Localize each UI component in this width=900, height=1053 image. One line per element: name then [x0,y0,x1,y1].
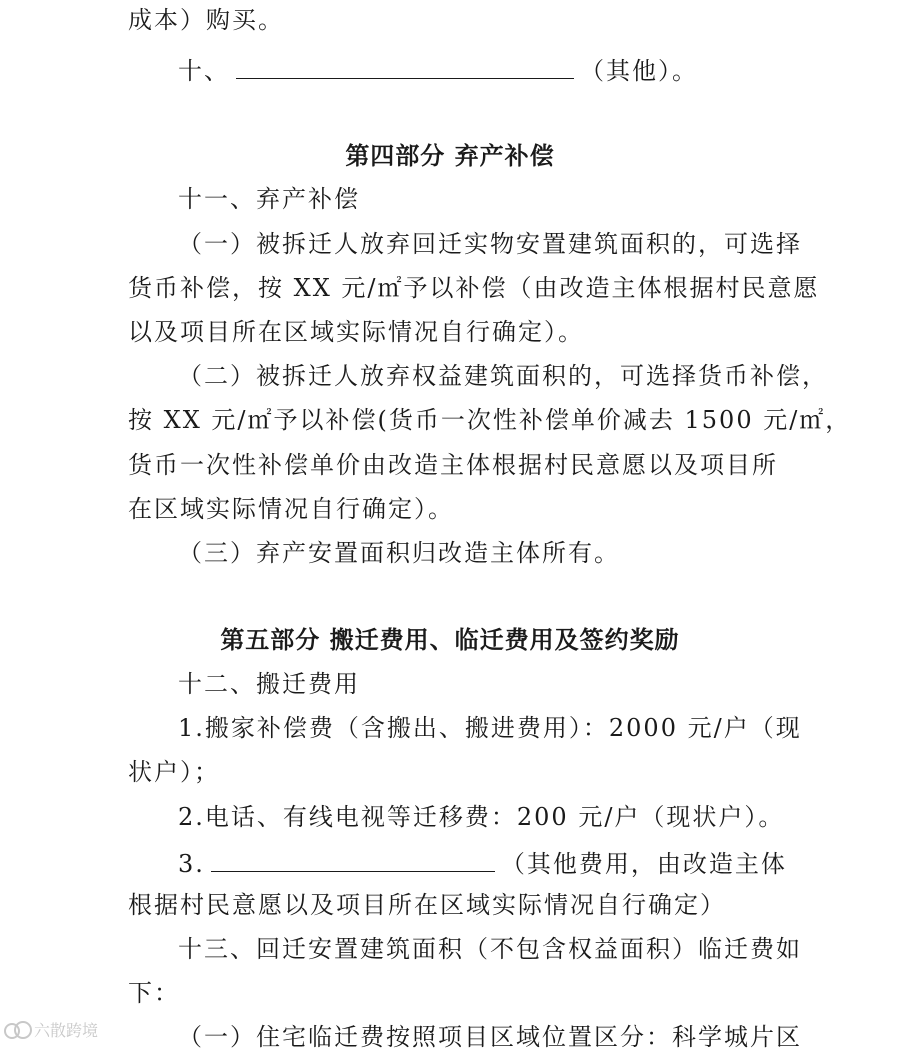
text-line: （一）住宅临迁费按照项目区域位置区分：科学城片区 [178,1023,802,1051]
clause-title: 十二、搬迁费用 [178,670,360,698]
text-line: 1.搬家补偿费（含搬出、搬进费用）：2000 元/户（现 [178,714,802,742]
section-heading: 第四部分 弃产补偿 [345,142,555,170]
text-line-blank [178,52,698,87]
text-line: 状户）； [128,758,220,786]
text-line: 下： [128,979,180,1007]
clause-title: 十三、回迁安置建筑面积（不包含权益面积）临迁费如 [178,935,802,963]
text-line: 成本）购买。 [128,6,284,34]
text-line: 按 XX 元/㎡予以补偿(货币一次性补偿单价减去 1500 元/㎡， [128,406,852,434]
text-line: （二）被拆迁人放弃权益建筑面积的，可选择货币补偿， [178,362,828,390]
text-line: 货币一次性补偿单价由改造主体根据村民意愿以及项目所 [128,451,778,479]
chat-bubbles-icon [4,1021,30,1039]
text-line: 以及项目所在区域实际情况自行确定）。 [128,318,584,346]
text-line: （一）被拆迁人放弃回迁实物安置建筑面积的，可选择 [178,230,802,258]
text-line: 根据村民意愿以及项目所在区域实际情况自行确定） [128,891,726,919]
text-line: 2.电话、有线电视等迁移费：200 元/户（现状户）。 [178,803,785,831]
section-heading: 第五部分 搬迁费用、临迁费用及签约奖励 [220,626,680,654]
clause-title: 十一、弃产补偿 [178,185,360,213]
text-line: 货币补偿，按 XX 元/㎡予以补偿（由改造主体根据村民意愿 [128,274,820,302]
item-number: 3. [178,850,205,878]
fill-in-blank [236,52,574,79]
item-number: 十、 [178,57,230,85]
blank-note: （其他）。 [580,57,698,85]
fill-in-blank [211,845,495,872]
watermark-text: 六散跨境 [34,1021,99,1040]
watermark [4,1018,98,1041]
text-line: 在区域实际情况自行确定）。 [128,495,454,523]
text-line: （三）弃产安置面积归改造主体所有。 [178,539,620,567]
text-line-blank [178,845,787,880]
blank-note: （其他费用，由改造主体 [500,850,787,878]
